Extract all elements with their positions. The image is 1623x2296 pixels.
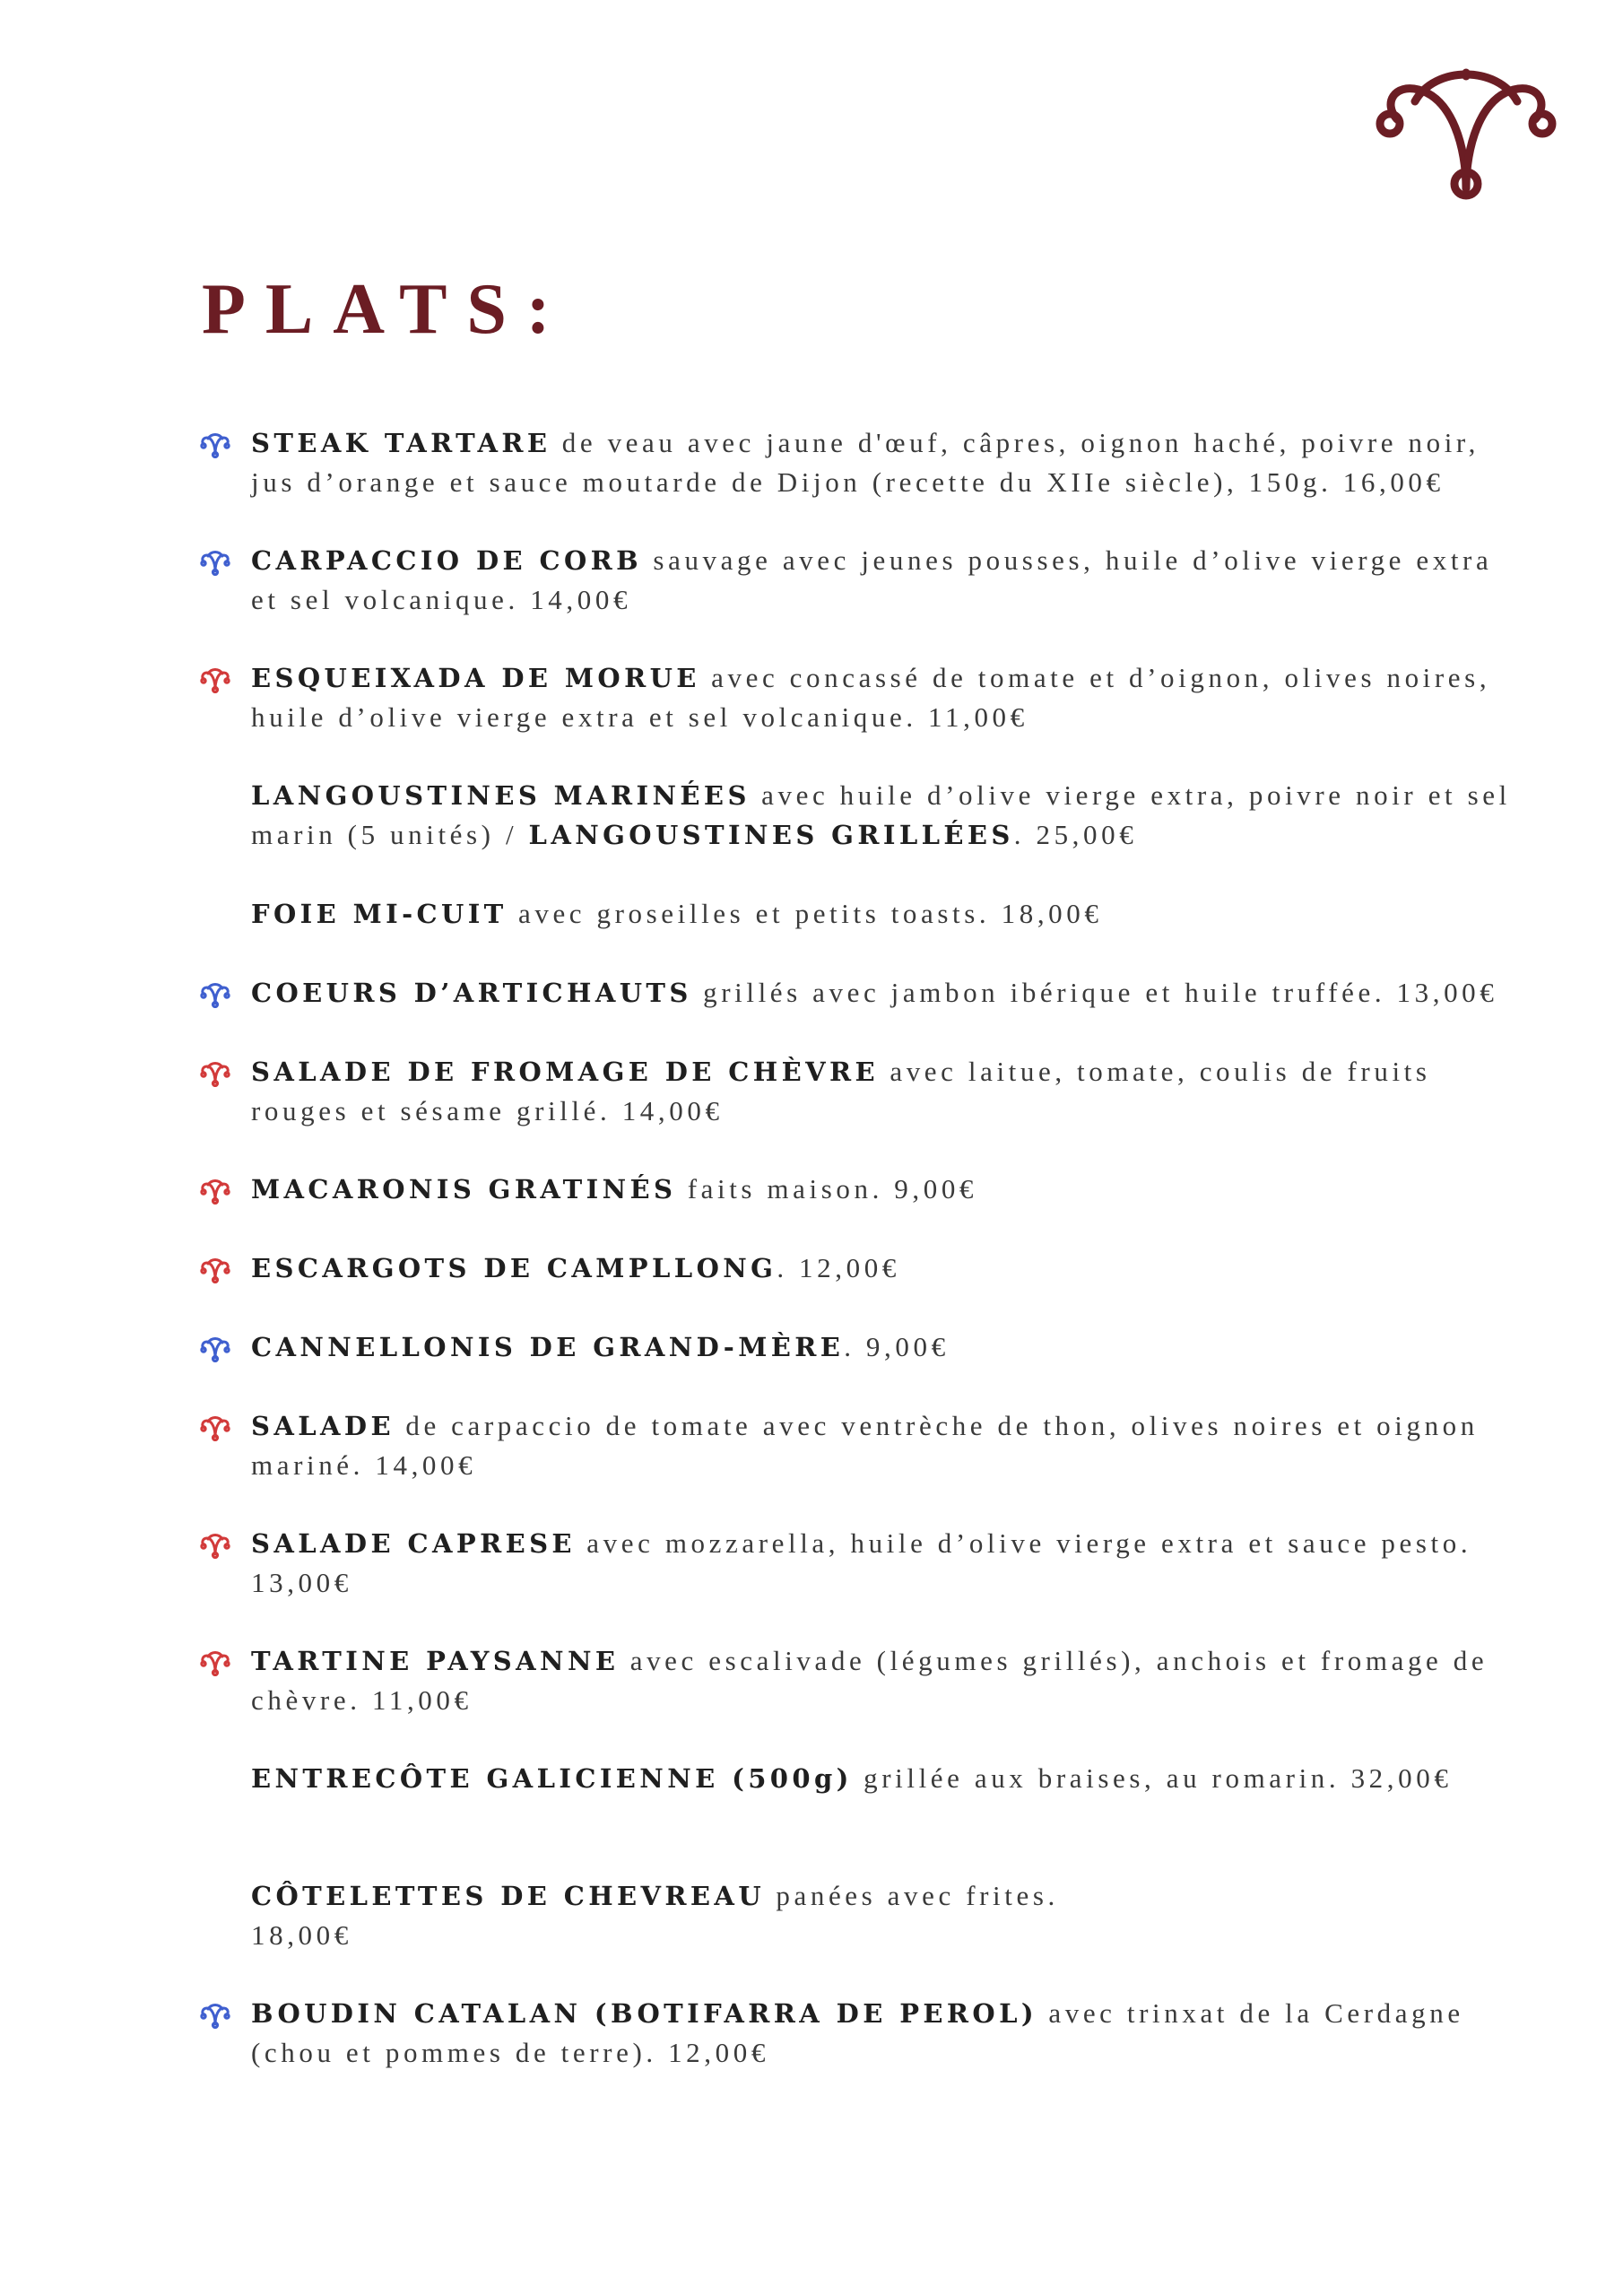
dish-description: . 12,00€: [777, 1252, 900, 1283]
ram-horns-logo-icon: [1363, 49, 1569, 202]
dish-name: ESCARGOTS DE CAMPLLONG: [251, 1253, 777, 1283]
dish-description: grillés avec jambon ibérique et huile truffée. 13,00€: [691, 977, 1498, 1008]
dish-name: SALADE: [251, 1411, 395, 1441]
dish-description: grillée aux braises, au romarin. 32,00€: [852, 1762, 1453, 1794]
dish-name: COEURS D’ARTICHAUTS: [251, 978, 692, 1008]
dish-item: [251, 1994, 1524, 2072]
dish-name: CARPACCIO DE CORB: [251, 545, 643, 576]
ram-marker-blue-icon: [199, 431, 231, 458]
dish-description: de veau avec jaune d'œuf, câpres, oignon haché, poivre noir, jus d’orange et sauce moutarde de Dijon (recette du XIIe siècle), 150g. 16,00€: [251, 427, 1480, 498]
dish-item: [251, 894, 1524, 934]
dish-name: CANNELLONIS DE GRAND-MÈRE: [251, 1332, 845, 1362]
dish-name: BOUDIN CATALAN (BOTIFARRA DE PEROL): [251, 1998, 1038, 2029]
ram-marker-blue-icon: [199, 2002, 231, 2029]
dish-description: avec laitue, tomate, coulis de fruits rouges et sésame grillé. 14,00€: [251, 1056, 1431, 1126]
dish-name: ESQUEIXADA DE MORUE: [251, 663, 700, 693]
dish-description: avec escalivade (légumes grillés), anchois et fromage de chèvre. 11,00€: [251, 1645, 1488, 1716]
dish-name: SALADE CAPRESE: [251, 1528, 576, 1559]
dish-description: de carpaccio de tomate avec ventrèche de thon, olives noires et oignon mariné. 14,00€: [251, 1410, 1479, 1481]
ram-marker-blue-icon: [199, 1335, 231, 1362]
ram-marker-red-icon: [199, 1060, 231, 1087]
ram-marker-red-icon: [199, 1649, 231, 1676]
dish-description: sauvage avec jeunes pousses, huile d’olive vierge extra et sel volcanique. 14,00€: [251, 544, 1493, 615]
dish-item: [251, 1327, 1524, 1367]
dish-description: avec trinxat de la Cerdagne (chou et pommes de terre). 12,00€: [251, 1997, 1464, 2068]
dish-item: [251, 541, 1524, 619]
dish-name-secondary: LANGOUSTINES GRILLÉES: [528, 820, 1014, 850]
dish-description: avec groseilles et petits toasts. 18,00€: [507, 898, 1103, 929]
dish-description: . 9,00€: [844, 1331, 950, 1362]
ram-marker-red-icon: [199, 1257, 231, 1283]
dish-item: [251, 973, 1524, 1013]
dish-name: TARTINE PAYSANNE: [251, 1646, 620, 1676]
dish-item: [251, 1838, 1524, 1954]
dish-description: avec huile d’olive vierge extra, poivre noir et sel marin (5 unités) /: [251, 779, 1511, 850]
dish-item: [251, 1248, 1524, 1288]
dish-description: panées avec frites. 18,00€: [251, 1880, 1059, 1951]
ram-marker-red-icon: [199, 1532, 231, 1559]
ram-marker-red-icon: [199, 666, 231, 693]
dish-description: avec mozzarella, huile d’olive vierge extra et sauce pesto. 13,00€: [251, 1527, 1472, 1598]
dish-name: STEAK TARTARE: [251, 428, 551, 458]
dish-item: [251, 423, 1524, 501]
dish-item: [251, 1759, 1524, 1798]
dish-item: [251, 1524, 1524, 1602]
dish-description: faits maison. 9,00€: [676, 1173, 978, 1205]
dish-name: LANGOUSTINES MARINÉES: [251, 780, 751, 811]
dish-item: [251, 1170, 1524, 1209]
dish-item: [251, 1641, 1524, 1719]
dish-name: CÔTELETTES DE CHEVREAU: [251, 1881, 766, 1911]
ram-marker-blue-icon: [199, 549, 231, 576]
page-title: PLATS:: [202, 270, 570, 349]
dish-name: ENTRECÔTE GALICIENNE (500g): [251, 1763, 853, 1794]
dish-item: [251, 658, 1524, 736]
dish-item: [251, 776, 1524, 855]
ram-marker-blue-icon: [199, 981, 231, 1008]
ram-marker-red-icon: [199, 1178, 231, 1205]
dish-item: [251, 1052, 1524, 1130]
dish-description: avec concassé de tomate et d’oignon, olives noires, huile d’olive vierge extra et sel volcanique. 11,00€: [251, 662, 1491, 733]
dish-description-secondary: . 25,00€: [1013, 819, 1138, 850]
dish-name: FOIE MI-CUIT: [251, 899, 508, 929]
dish-name: SALADE DE FROMAGE DE CHÈVRE: [251, 1057, 879, 1087]
dish-name: MACARONIS GRATINÉS: [251, 1174, 677, 1205]
dish-list: [251, 423, 1524, 2111]
ram-marker-red-icon: [199, 1414, 231, 1441]
dish-item: [251, 1406, 1524, 1484]
